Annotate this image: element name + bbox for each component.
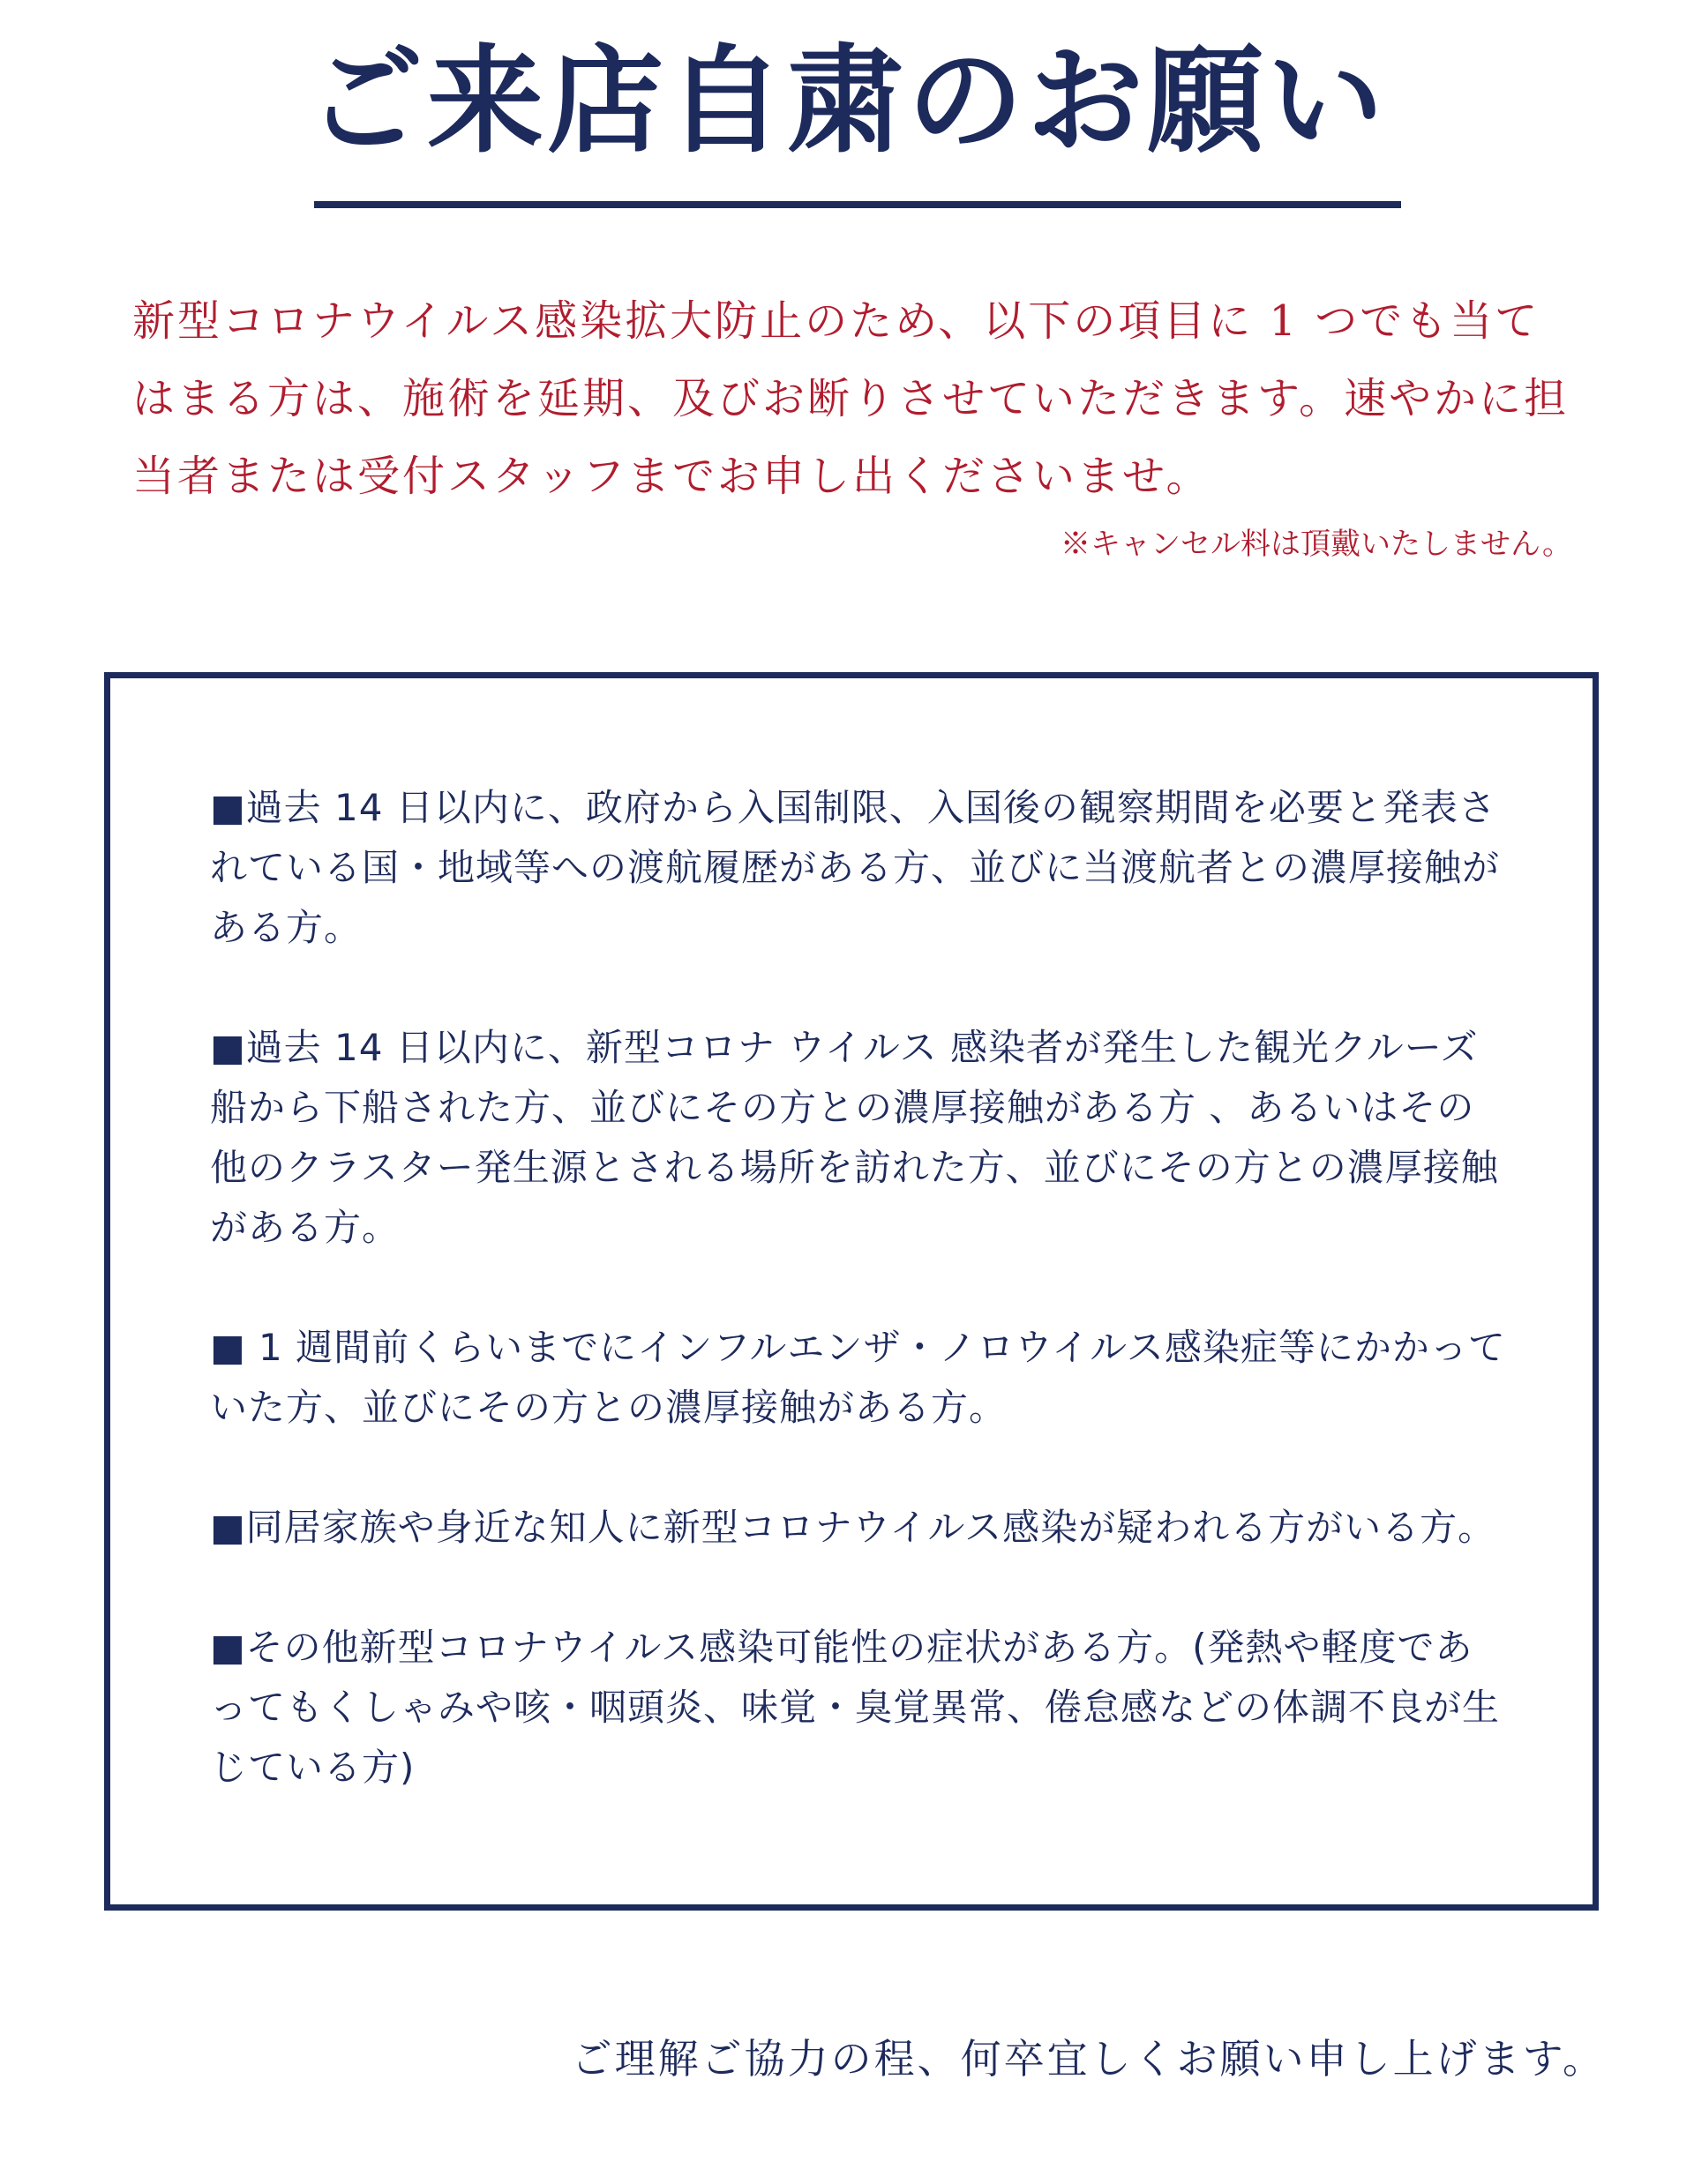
cancellation-fee-note: ※キャンセル料は頂戴いたしません。 bbox=[1060, 527, 1572, 562]
condition-item-symptoms: ■その他新型コロナウイルス感染可能性の症状がある方。(発熱や軽度であってもくしゃみや咳・咽頭炎、味覚・臭覚異常、倦怠感などの体調不良が生じている方) bbox=[210, 1626, 1501, 1789]
condition-item-influenza: ■ 1 週間前くらいまでにインフルエンザ・ノロウイルス感染症等にかかっていた方、並びにその方との濃厚接触がある方。 bbox=[210, 1326, 1506, 1429]
condition-item-cruise-ship: ■過去 14 日以内に、新型コロナ ウイルス 感染者が発生した観光クルーズ船から下船された方、並びにその方との濃厚接触がある方 、あるいはその他のクラスター発生源とされる場所を訪れた方、並びにその方との濃厚接触がある方。 bbox=[210, 1026, 1499, 1249]
title-underline bbox=[314, 201, 1401, 208]
closing-message: ご理解ご協力の程、何卒宜しくお願い申し上げます。 bbox=[571, 2035, 1606, 2083]
condition-item-overseas-travel: ■過去 14 日以内に、政府から入国制限、入国後の観察期間を必要と発表されている国・地域等への渡航履歴がある方、並びに当渡航者との濃厚接触がある方。 bbox=[210, 786, 1501, 949]
page-title: ご来店自粛のお願い bbox=[307, 34, 1387, 169]
conditions-list bbox=[210, 778, 1507, 1858]
condition-item-family-suspected: ■同居家族や身近な知人に新型コロナウイルス感染が疑われる方がいる方。 bbox=[210, 1506, 1496, 1549]
intro-text: 新型コロナウイルス感染拡大防止のため、以下の項目に 1 つでも当てはまる方は、施術を延期、及びお断りさせていただきます。速やかに担当者または受付スタッフまでお申し出くださいませ。 bbox=[132, 296, 1570, 501]
